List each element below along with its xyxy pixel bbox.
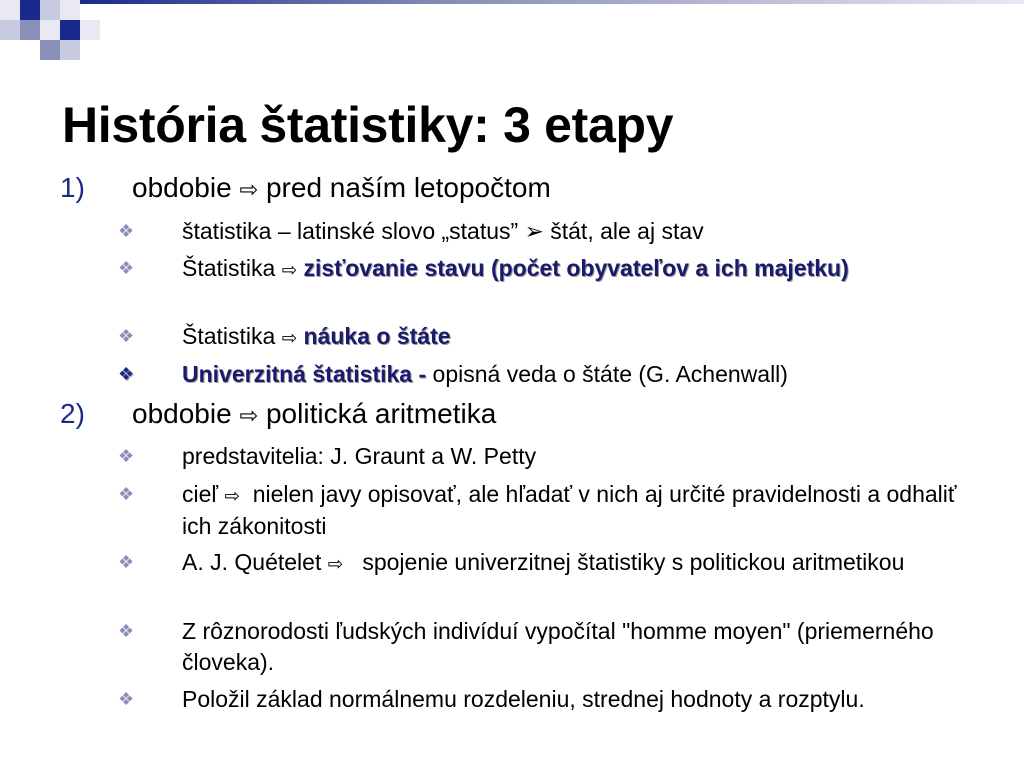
arrow-right-icon: ⇨ [281, 327, 298, 348]
item-text-part: opisná veda o štáte (G. Achenwall) [432, 361, 788, 387]
section-title: pred naším letopočtom [265, 172, 551, 203]
item-emphasis: zisťovanie stavu (počet obyvateľov a ich majetku) [303, 255, 849, 281]
deco-square [40, 20, 60, 40]
deco-square [40, 40, 60, 60]
bullet-icon: ❖ [118, 221, 135, 241]
deco-square [60, 0, 80, 20]
item-text-part: štát, ale aj stav [550, 218, 704, 244]
arrow-right-icon: ⇨ [239, 177, 259, 202]
slide-title: História štatistiky: 3 etapy [62, 97, 674, 153]
item-text-part: A. J. Quételet [182, 549, 322, 575]
item-text-part: Štatistika [182, 255, 276, 281]
section-label: obdobie [132, 398, 232, 429]
item-text-part: štatistika – latinské slovo „status” [182, 218, 519, 244]
bullet-icon: ❖ [118, 326, 135, 346]
arrow-right-icon: ⇨ [224, 485, 240, 506]
section-title: politická aritmetika [265, 398, 497, 429]
bullet-icon: ❖ [118, 484, 135, 504]
list-item-text [182, 359, 964, 390]
deco-square [60, 40, 80, 60]
deco-square [60, 20, 80, 40]
item-emphasis: náuka o štáte [303, 323, 451, 349]
bullet-icon: ❖ [118, 258, 135, 278]
section-heading-text [132, 172, 551, 204]
section-2-heading [60, 398, 990, 432]
section-heading-text [132, 398, 496, 430]
list-item-text: predstavitelia: J. Graunt a W. Petty [182, 443, 537, 469]
deco-square [20, 0, 40, 20]
list-item-text [182, 479, 964, 542]
deco-bar [80, 0, 1024, 4]
arrow-right-icon: ⇨ [327, 553, 344, 574]
bullet-icon: ❖ [118, 552, 135, 572]
section-number: 1) [60, 172, 85, 203]
list-item-text [182, 216, 964, 247]
item-text-part: Štatistika [182, 323, 276, 349]
item-text-part: cieľ [182, 481, 219, 507]
list-item-text [182, 547, 964, 579]
deco-square [80, 20, 100, 40]
item-text-part: nielen javy opisovať, ale hľadať v nich aj určité pravidelnosti a odhaliť ich zákonitosti [182, 481, 957, 539]
section-1-heading [60, 172, 990, 206]
bullet-icon: ❖ [118, 689, 135, 709]
deco-square [0, 0, 20, 20]
bullet-icon: ❖ [118, 446, 135, 466]
arrow-right-icon: ⇨ [239, 403, 259, 428]
section-label: obdobie [132, 172, 232, 203]
item-text-part: spojenie univerzitnej štatistiky s politickou aritmetikou [362, 549, 905, 575]
arrowhead-icon: ➢ [524, 218, 544, 244]
bullet-icon: ❖ [118, 364, 135, 384]
list-item-text: Z rôznorodosti ľudských indivíduí vypočítal "homme moyen" (priemerného človeka). [182, 618, 934, 675]
item-emphasis: Univerzitná štatistika - [182, 361, 427, 387]
bullet-icon: ❖ [118, 621, 135, 641]
list-item-text [182, 321, 964, 353]
list-item-text: Položil základ normálnemu rozdeleniu, strednej hodnoty a rozptylu. [182, 686, 865, 712]
section-number: 2) [60, 398, 85, 429]
decorative-squares [0, 0, 1024, 60]
list-item-text [182, 253, 964, 285]
deco-square [40, 0, 60, 20]
arrow-right-icon: ⇨ [281, 259, 298, 280]
deco-square [20, 20, 40, 40]
deco-square [0, 20, 20, 40]
